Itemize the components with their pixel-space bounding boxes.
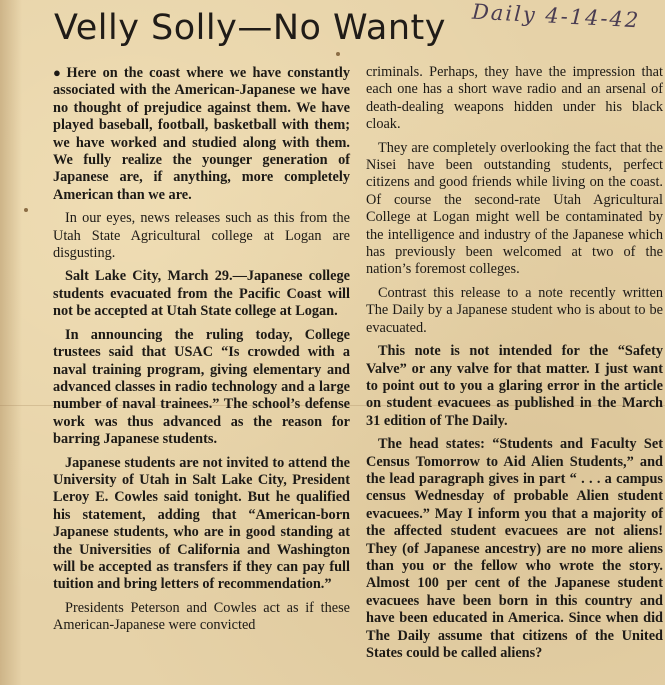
paragraph: In our eyes, news releases such as this from the Utah State Agricultural college at Logan are disgusting. <box>53 210 350 262</box>
paragraph-text: Here on the coast where we have constantly associated with the American-Japanese we have no thought of prejudice against them. We have played baseball, football, basketball with them; we have worked and studied along with them. We fully realize the younger generation of Japanese are, if anything, more completely American than we are. <box>53 65 350 203</box>
paragraph: This note is not intended for the “Safety Valve” or any valve for that matter. I just want to point out to you a glaring error in the article on student evacuees as published in the March 31 edition of The Daily. <box>366 343 663 429</box>
bullet-icon: ● <box>53 65 64 80</box>
paragraph <box>53 64 350 204</box>
paragraph: Salt Lake City, March 29.—Japanese college students evacuated from the Pacific Coast will not be accepted at Utah State college at Logan. <box>53 268 350 320</box>
paragraph: The head states: “Students and Faculty Set Census Tomorrow to Aid Alien Students,” and the lead paragraph gives in part “ . . . a campus census Wednesday of probable Alien student evacuees.” May I inform you that a majority of the affected student evacuees are not aliens! They (of Japanese ancestry) are no more aliens than you or the fellow who wrote the story. Almost 100 per cent of the Japanese student evacuees have been born in this country and have been educated in America. Since when did The Daily assume that citizens of the United States could be called aliens? <box>366 436 663 661</box>
paragraph: In announcing the ruling today, College trustees said that USAC “Is crowded with a naval training program, giving elementary and advanced classes in radio technology and a large number of naval trainees.” The school’s defense work was thus advanced as the reason for barring Japanese students. <box>53 326 350 448</box>
handwritten-date-note: Daily 4-14-42 <box>471 0 641 33</box>
right-column <box>366 64 663 668</box>
paragraph: They are completely overlooking the fact that the Nisei have been outstanding students, perfect citizens and good friends while living on the coast. Of course the second-rate Utah Agricultural College at Logan might well be contaminated by the intelligence and industry of the Japanese which has previously been welcomed at two of the nation’s foremost colleges. <box>366 139 663 278</box>
paper-speck <box>336 52 340 56</box>
headline: Velly Solly—No Wanty <box>54 8 446 48</box>
paragraph: criminals. Perhaps, they have the impression that each one has a short wave radio and an arsenal of death-dealing weapons hidden under his black cloak. <box>366 64 663 133</box>
paragraph: Contrast this release to a note recently written The Daily by a Japanese student who is about to be evacuated. <box>366 284 663 336</box>
paragraph: Presidents Peterson and Cowles act as if these American-Japanese were convicted <box>53 599 350 634</box>
paper-speck <box>24 208 28 212</box>
paragraph: Japanese students are not invited to attend the University of Utah in Salt Lake City, President Leroy E. Cowles said tonight. But he qualified his statement, adding that “American-born Japanese students, who are in good standing at the Universities of California and Washington will be accepted as transfers if they can pay full tuition and bring letters of recommendation.” <box>53 454 350 593</box>
paper-edge-shadow <box>0 0 22 685</box>
left-column <box>53 64 350 641</box>
